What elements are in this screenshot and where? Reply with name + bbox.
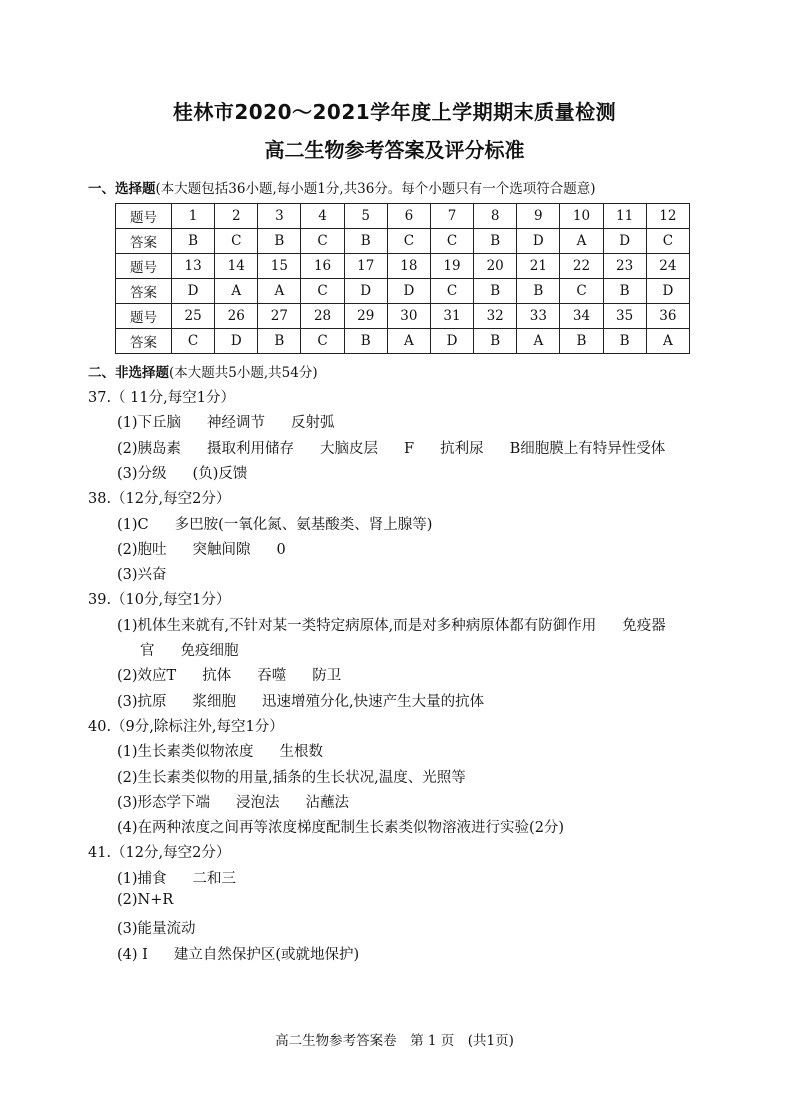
question-number-cell: 34 [560, 304, 603, 329]
answer-text: (3)形态学下端 [117, 794, 211, 811]
answer-text: 抗体 [202, 668, 232, 685]
answer-text: B细胞膜上有特异性受体 [509, 440, 666, 457]
answer-cell: B [474, 279, 517, 304]
answer-text: F [404, 440, 415, 457]
answer-text: (3)抗原 [117, 693, 167, 710]
answer-cell: D [215, 329, 258, 354]
document-title: 桂林市2020～2021学年度上学期期末质量检测 [172, 100, 617, 124]
answer-cell: C [560, 279, 603, 304]
answer-cell: B [474, 329, 517, 354]
question-number-cell: 9 [517, 204, 560, 229]
answer-cell: A [258, 279, 301, 304]
answer-text: 0 [276, 541, 286, 558]
answer-line [117, 740, 323, 761]
answer-line [117, 664, 341, 685]
answer-cell: D [646, 279, 689, 304]
answer-line [140, 639, 239, 660]
question-number-cell: 15 [258, 254, 301, 279]
question-header: 39.（10分,每空1分） [88, 592, 231, 609]
answer-cell: C [301, 229, 344, 254]
answer-cell: D [517, 229, 560, 254]
answer-cell: B [172, 229, 215, 254]
answer-cell: B [344, 329, 387, 354]
answer-table [115, 203, 690, 354]
answer-text: (负)反馈 [192, 465, 248, 482]
answer-text: 吞噬 [257, 668, 287, 685]
answer-line [117, 563, 167, 584]
question-number-cell: 6 [387, 204, 430, 229]
answer-text: 浸泡法 [236, 794, 280, 811]
answer-text: 大脑皮层 [320, 440, 379, 457]
question-number-cell: 3 [258, 204, 301, 229]
question-number-cell: 5 [344, 204, 387, 229]
question-number-cell: 32 [474, 304, 517, 329]
section-1-header [88, 177, 596, 197]
answer-cell: C [301, 329, 344, 354]
table-row-answer [116, 229, 690, 254]
answer-line [117, 690, 484, 711]
answer-text: (1)生长素类似物浓度 [117, 744, 254, 761]
answer-text: (3)能量流动 [117, 921, 196, 938]
answer-cell: B [517, 279, 560, 304]
question-number-cell: 30 [387, 304, 430, 329]
answer-line [117, 892, 173, 908]
question-number-cell: 20 [474, 254, 517, 279]
answer-line [117, 766, 466, 787]
answer-text: (3)兴奋 [117, 567, 167, 584]
page-footer: 高二生物参考答案卷 第 1 页 (共1页) [275, 1033, 514, 1049]
answer-cell: D [172, 279, 215, 304]
row-label: 答案 [116, 279, 172, 304]
answer-cell: C [430, 279, 473, 304]
answer-text: 迅速增殖分化,快速产生大量的抗体 [262, 693, 485, 710]
answer-text: 防卫 [312, 668, 342, 685]
table-row-number [116, 254, 690, 279]
answer-cell: B [603, 329, 646, 354]
answer-cell: B [258, 229, 301, 254]
question-number-cell: 29 [344, 304, 387, 329]
answer-cell: B [560, 329, 603, 354]
answer-text: (4)在两种浓度之间再等浓度梯度配制生长素类似物溶液进行实验(2分) [117, 820, 565, 837]
table-row-number [116, 304, 690, 329]
question-number-cell: 28 [301, 304, 344, 329]
answer-text: 免疫细胞 [180, 643, 239, 659]
answer-text: 建立自然保护区(或就地保护) [173, 946, 360, 963]
question-number-cell: 26 [215, 304, 258, 329]
answer-text: 神经调节 [207, 415, 266, 432]
row-label: 答案 [116, 229, 172, 254]
row-label: 题号 [116, 254, 172, 279]
answer-text: 多巴胺(一氧化氮、氨基酸类、肾上腺等) [174, 516, 433, 533]
question-number-cell: 17 [344, 254, 387, 279]
answer-cell: C [387, 229, 430, 254]
question-header: 40.（9分,除标注外,每空1分） [88, 718, 284, 735]
row-label: 答案 [116, 329, 172, 354]
question-number-cell: 7 [430, 204, 473, 229]
answer-cell: C [215, 229, 258, 254]
answer-cell: A [560, 229, 603, 254]
answer-text: 二和三 [192, 870, 237, 887]
question-number-cell: 25 [172, 304, 215, 329]
answer-cell: C [172, 329, 215, 354]
question-number-cell: 16 [301, 254, 344, 279]
question-number-cell: 14 [215, 254, 258, 279]
section-2-header [88, 361, 318, 381]
answer-text: 摄取利用储存 [207, 440, 295, 457]
answer-line [117, 614, 666, 635]
answer-text: (1)下丘脑 [117, 415, 182, 432]
answer-text: 抗利尿 [440, 440, 484, 457]
question-number-cell: 36 [646, 304, 689, 329]
question-number-cell: 35 [603, 304, 646, 329]
question-number-cell: 10 [560, 204, 603, 229]
question-number-cell: 27 [258, 304, 301, 329]
answer-cell: D [430, 329, 473, 354]
answer-text: (1)C [117, 516, 149, 533]
question-number-cell: 23 [603, 254, 646, 279]
answer-text: (4) Ⅰ [117, 946, 148, 963]
answer-text: 浆细胞 [192, 693, 237, 710]
answer-cell: C [301, 279, 344, 304]
table-row-number [116, 204, 690, 229]
document-subtitle: 高二生物参考答案及评分标准 [264, 138, 525, 162]
answer-text: 突触间隙 [192, 541, 251, 558]
question-number-cell: 21 [517, 254, 560, 279]
answer-cell: A [517, 329, 560, 354]
section-2-heading: 二、非选择题 [88, 365, 169, 381]
question-number-cell: 12 [646, 204, 689, 229]
table-row-answer [116, 329, 690, 354]
question-number-cell: 11 [603, 204, 646, 229]
answer-cell: B [258, 329, 301, 354]
section-2-note: (本大题共5小题,共54分) [169, 365, 318, 381]
answer-line [117, 462, 247, 483]
answer-text: 免疫器 [622, 617, 666, 634]
answer-text: (1)机体生来就有,不针对某一类特定病原体,而是对多种病原体都有防御作用 [117, 617, 597, 634]
answer-line [117, 411, 335, 432]
answer-cell: B [344, 229, 387, 254]
answer-text: (2)胰岛素 [117, 440, 182, 457]
answer-line [117, 867, 236, 888]
answer-text: 沾蘸法 [305, 794, 350, 811]
answer-cell: A [215, 279, 258, 304]
question-number-cell: 1 [172, 204, 215, 229]
question-number-cell: 19 [430, 254, 473, 279]
question-header: 37.（ 11分,每空1分） [88, 390, 235, 406]
answer-line [117, 943, 359, 964]
question-number-cell: 4 [301, 204, 344, 229]
table-row-answer [116, 279, 690, 304]
answer-text: 反射弧 [291, 415, 335, 432]
question-number-cell: 8 [474, 204, 517, 229]
answer-cell: D [603, 229, 646, 254]
answer-text: 生根数 [279, 744, 324, 761]
answer-line [117, 538, 286, 559]
question-number-cell: 22 [560, 254, 603, 279]
answer-text: (2)效应T [117, 668, 177, 685]
answer-cell: D [387, 279, 430, 304]
answer-line [117, 791, 349, 812]
section-1-heading: 一、选择题 [88, 181, 156, 197]
answer-text: (1)捕食 [117, 870, 167, 887]
question-number-cell: 31 [430, 304, 473, 329]
answer-text: (2)生长素类似物的用量,插条的生长状况,温度、光照等 [117, 769, 466, 786]
answer-text: (2)N+R [117, 892, 174, 908]
answer-text: (2)胞吐 [117, 541, 167, 558]
answer-text: 官 [140, 643, 155, 659]
section-1-note: (本大题包括36小题,每小题1分,共36分。每个小题只有一个选项符合题意) [155, 181, 596, 197]
question-number-cell: 18 [387, 254, 430, 279]
answer-line [117, 816, 564, 837]
row-label: 题号 [116, 304, 172, 329]
answer-line [117, 917, 196, 938]
answer-cell: A [646, 329, 689, 354]
answer-cell: D [344, 279, 387, 304]
question-header: 41.（12分,每空2分） [88, 845, 231, 862]
answer-cell: B [474, 229, 517, 254]
row-label: 题号 [116, 204, 172, 229]
question-number-cell: 33 [517, 304, 560, 329]
answer-text: (3)分级 [117, 465, 167, 482]
question-number-cell: 2 [215, 204, 258, 229]
answer-cell: B [603, 279, 646, 304]
answer-line [117, 437, 665, 458]
question-header: 38.（12分,每空2分） [88, 491, 231, 508]
question-number-cell: 24 [646, 254, 689, 279]
answer-cell: A [387, 329, 430, 354]
answer-cell: C [646, 229, 689, 254]
answer-line [117, 513, 432, 534]
question-number-cell: 13 [172, 254, 215, 279]
answer-cell: C [430, 229, 473, 254]
